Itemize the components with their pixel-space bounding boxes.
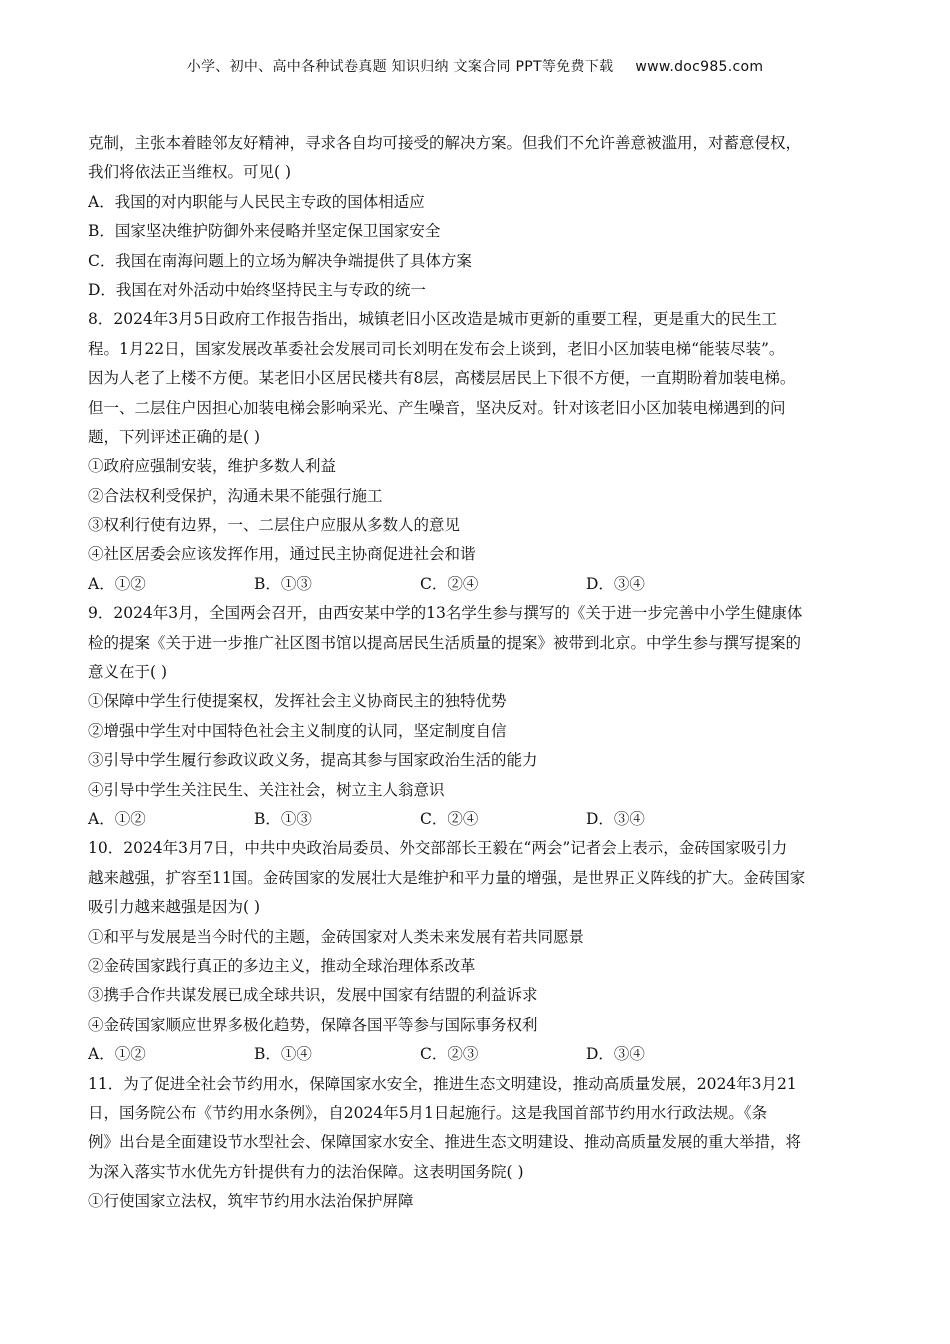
statement-item: ①保障中学生行使提案权，发挥社会主义协商民主的独特优势	[88, 692, 507, 711]
stem-line: 越来越强，扩容至11国。金砖国家的发展壮大是维护和平力量的增强，是世界正义阵线的扩大。金砖国家	[88, 868, 806, 887]
choice-a: A．①②	[88, 1045, 146, 1064]
option-a: A．我国的对内职能与人民民主专政的国体相适应	[88, 192, 425, 211]
stem-line: 11．为了促进全社会节约用水，保障国家水安全，推进生态文明建设，推动高质量发展，2024年3月21	[88, 1074, 797, 1093]
document-body	[88, 129, 878, 1216]
stem-line: 程。1月22日，国家发展改革委社会发展司司长刘明在发布会上谈到，老旧小区加装电梯“能装尽装”。	[88, 339, 785, 358]
statement-item: ②增强中学生对中国特色社会主义制度的认同，坚定制度自信	[88, 721, 507, 740]
choice-c: C．②④	[420, 809, 479, 828]
statement-item: ④引导中学生关注民生、关注社会，树立主人翁意识	[88, 780, 445, 799]
statement-item: ②金砖国家践行真正的多边主义，推动全球治理体系改革	[88, 956, 476, 975]
question-7-tail	[88, 129, 878, 305]
stem-line: 9．2024年3月，全国两会召开，由西安某中学的13名学生参与撰写的《关于进一步完善中小学生健康体	[88, 604, 803, 623]
statement-item: ①政府应强制安装，维护多数人利益	[88, 457, 337, 476]
choice-b: B．①③	[254, 809, 312, 828]
option-d: D．我国在对外活动中始终坚持民主与专政的统一	[88, 280, 426, 299]
answer-choices	[88, 1040, 878, 1069]
choice-b: B．①④	[254, 1045, 312, 1064]
question-8	[88, 305, 878, 599]
stem-line: 我们将依法正当维权。可见( )	[88, 163, 292, 182]
stem-line: 但一、二层住户因担心加装电梯会影响采光、产生噪音，坚决反对。针对该老旧小区加装电梯遇到的问	[88, 398, 786, 417]
statement-item: ②合法权利受保护，沟通未果不能强行施工	[88, 486, 383, 505]
header-url[interactable]: www.doc985.com	[635, 59, 764, 75]
answer-choices	[88, 570, 878, 599]
choice-d: D．③④	[586, 574, 645, 593]
choice-b: B．①③	[254, 574, 312, 593]
stem-line: 检的提案《关于进一步推广社区图书馆以提高居民生活质量的提案》被带到北京。中学生参与撰写提案的	[88, 633, 802, 652]
question-10	[88, 834, 878, 1069]
choice-a: A．①②	[88, 574, 146, 593]
stem-line: 例》出台是全面建设节水型社会、保障国家水安全、推进生态文明建设、推动高质量发展的重大举措，将	[88, 1133, 802, 1152]
choice-a: A．①②	[88, 809, 146, 828]
statement-item: ④社区居委会应该发挥作用，通过民主协商促进社会和谐	[88, 545, 476, 564]
stem-line: 因为人老了上楼不方便。某老旧小区居民楼共有8层，高楼层居民上下很不方便，一直期盼着加装电梯。	[88, 369, 796, 388]
statement-item: ④金砖国家顺应世界多极化趋势，保障各国平等参与国际事务权利	[88, 1015, 538, 1034]
stem-line: 意义在于( )	[88, 663, 168, 682]
stem-line: 为深入落实节水优先方针提供有力的法治保障。这表明国务院( )	[88, 1162, 524, 1181]
stem-line: 10．2024年3月7日，中共中央政治局委员、外交部部长王毅在“两会”记者会上表示，金砖国家吸引力	[88, 839, 788, 858]
statement-item: ③携手合作共谋发展已成全球共识，发展中国家有结盟的利益诉求	[88, 986, 538, 1005]
choice-d: D．③④	[586, 1045, 645, 1064]
statement-item: ③引导中学生履行参政议政义务，提高其参与国家政治生活的能力	[88, 751, 538, 770]
stem-line: 题，下列评述正确的是( )	[88, 427, 261, 446]
stem-line: 8．2024年3月5日政府工作报告指出，城镇老旧小区改造是城市更新的重要工程，更是重大的民生工	[88, 310, 778, 329]
question-11	[88, 1070, 878, 1217]
page-header	[0, 56, 950, 76]
option-c: C．我国在南海问题上的立场为解决争端提供了具体方案	[88, 251, 472, 270]
stem-line: 吸引力越来越强是因为( )	[88, 898, 261, 917]
choice-c: C．②③	[420, 1045, 479, 1064]
answer-choices	[88, 805, 878, 834]
statement-item: ①和平与发展是当今时代的主题，金砖国家对人类未来发展有若共同愿景	[88, 927, 585, 946]
statement-item: ③权利行使有边界，一、二层住户应服从多数人的意见	[88, 516, 461, 535]
question-9	[88, 599, 878, 834]
stem-line: 日，国务院公布《节约用水条例》，自2024年5月1日起施行。这是我国首部节约用水行政法规。《条	[88, 1103, 768, 1122]
choice-c: C．②④	[420, 574, 479, 593]
header-text: 小学、初中、高中各种试卷真题 知识归纳 文案合同 PPT等免费下载	[186, 59, 614, 75]
statement-item: ①行使国家立法权，筑牢节约用水法治保护屏障	[88, 1192, 414, 1211]
stem-line: 克制，主张本着睦邻友好精神，寻求各自均可接受的解决方案。但我们不允许善意被滥用，对蓄意侵权，	[88, 134, 802, 152]
option-b: B．国家坚决维护防御外来侵略并坚定保卫国家安全	[88, 222, 441, 241]
choice-d: D．③④	[586, 809, 645, 828]
